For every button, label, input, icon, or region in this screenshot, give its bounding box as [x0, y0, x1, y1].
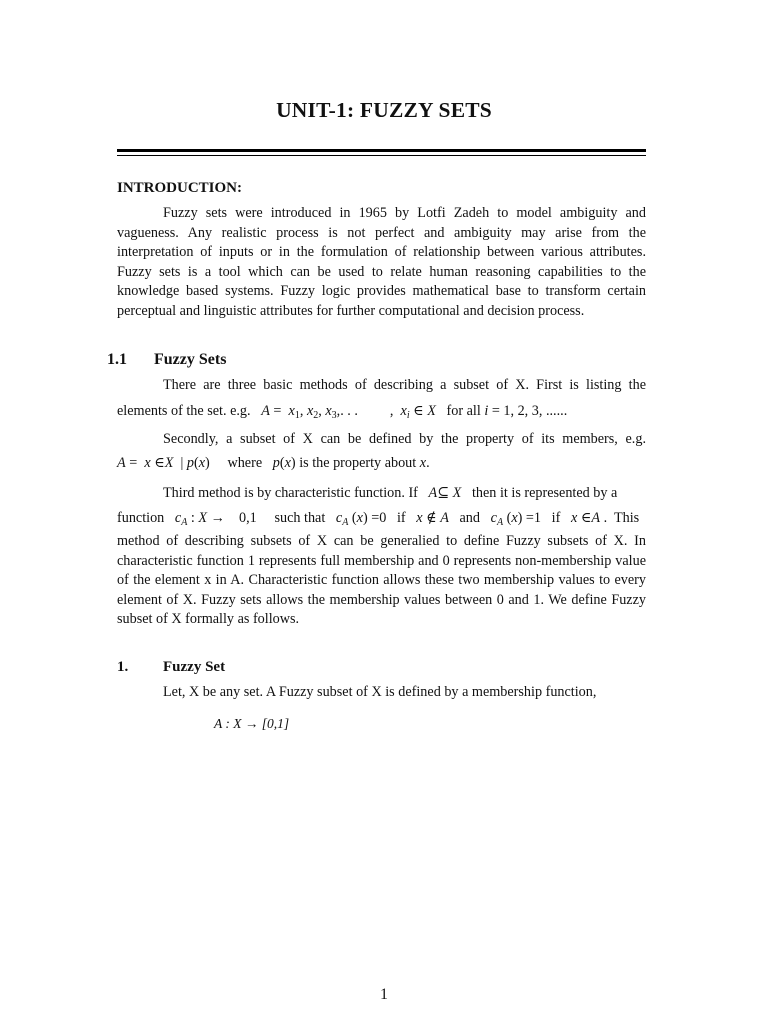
definition-formula: A : X → [0,1]	[214, 716, 290, 731]
p1-i-values: = 1, 2, 3, ......	[491, 403, 568, 419]
definition-text: Let, X be any set. A Fuzzy subset of X is defined by a membership function,	[163, 684, 597, 700]
p1-line1: There are three basic methods of describing a subset of X. First is listing the	[163, 377, 646, 393]
section-number: 1.1	[107, 351, 127, 368]
p2-line1: Secondly, a subset of X can be defined by the property of its members, e.g.	[163, 431, 646, 447]
p1-for-all: for all	[446, 403, 481, 419]
p3-this: This	[613, 510, 640, 526]
p3-line2: function $c_A$ : X → 0,1 such that $c_A$ (x) =0 if x ∉ A and $c_A$ (x) =1 if x ∈A . This	[117, 510, 640, 528]
p3-and: and	[459, 510, 480, 526]
definition-title: Fuzzy Set	[163, 659, 226, 675]
intro-heading: INTRODUCTION:	[117, 180, 243, 196]
p3-rest: method of describing subsets of X can be generalied to define Fuzzy subsets of X. In characteristic function 1 represents full membership and 0 represents non-membership value of the element x in A. Characteristic function allows these two membership values to every element of X. Fuzzy sets allows the membership values between 0 and 1. We define Fuzzy subset of X formally as follows.	[117, 533, 646, 628]
p2-line2: A = x ∈X | p(x) where p(x) is the property about x.	[117, 455, 430, 471]
title-rule-thin	[117, 155, 646, 156]
p3-line1: Third method is by characteristic function. If A⊆ X then it is represented by a	[163, 485, 618, 501]
p3-if2: if	[551, 510, 561, 526]
p1-formula-set: A	[261, 403, 270, 419]
p1-lead: elements of the set. e.g.	[117, 403, 251, 419]
p3-line1b: then it is represented by a	[471, 485, 618, 501]
title-rule-thick	[117, 149, 646, 152]
p3-line1a: Third method is by characteristic function. If	[163, 485, 418, 501]
page-title: UNIT-1: FUZZY SETS	[276, 98, 492, 122]
intro-paragraph	[117, 204, 646, 322]
p3-if1: if	[396, 510, 406, 526]
page-number: 1	[380, 986, 388, 1003]
p2-tail: is the property about	[299, 455, 417, 471]
definition-number: 1.	[117, 659, 129, 675]
p1-line2: elements of the set. e.g. $A = x_1$, $x_2$, $x_3$,. . . , $x_i$ ∈ X for all i = 1, 2, 3, ......	[117, 403, 568, 421]
section-title: Fuzzy Sets	[154, 351, 227, 368]
p3-such-that: such that	[274, 510, 326, 526]
p3-function: function	[117, 510, 165, 526]
intro-text: Fuzzy sets were introduced in 1965 by Lotfi Zadeh to model ambiguity and vagueness. Any realistic process is not perfect and ambiguity may arise from the interpretation of inputs or in the formulation of relationship between various attributes. Fuzzy sets is a tool which can be used to relate human reasoning capabilities to the knowledge based systems. Fuzzy logic provides mathematical base to transform certain perceptual and linguistic attributes for further computational and decision process.	[117, 205, 646, 319]
p2-where: where	[227, 455, 263, 471]
